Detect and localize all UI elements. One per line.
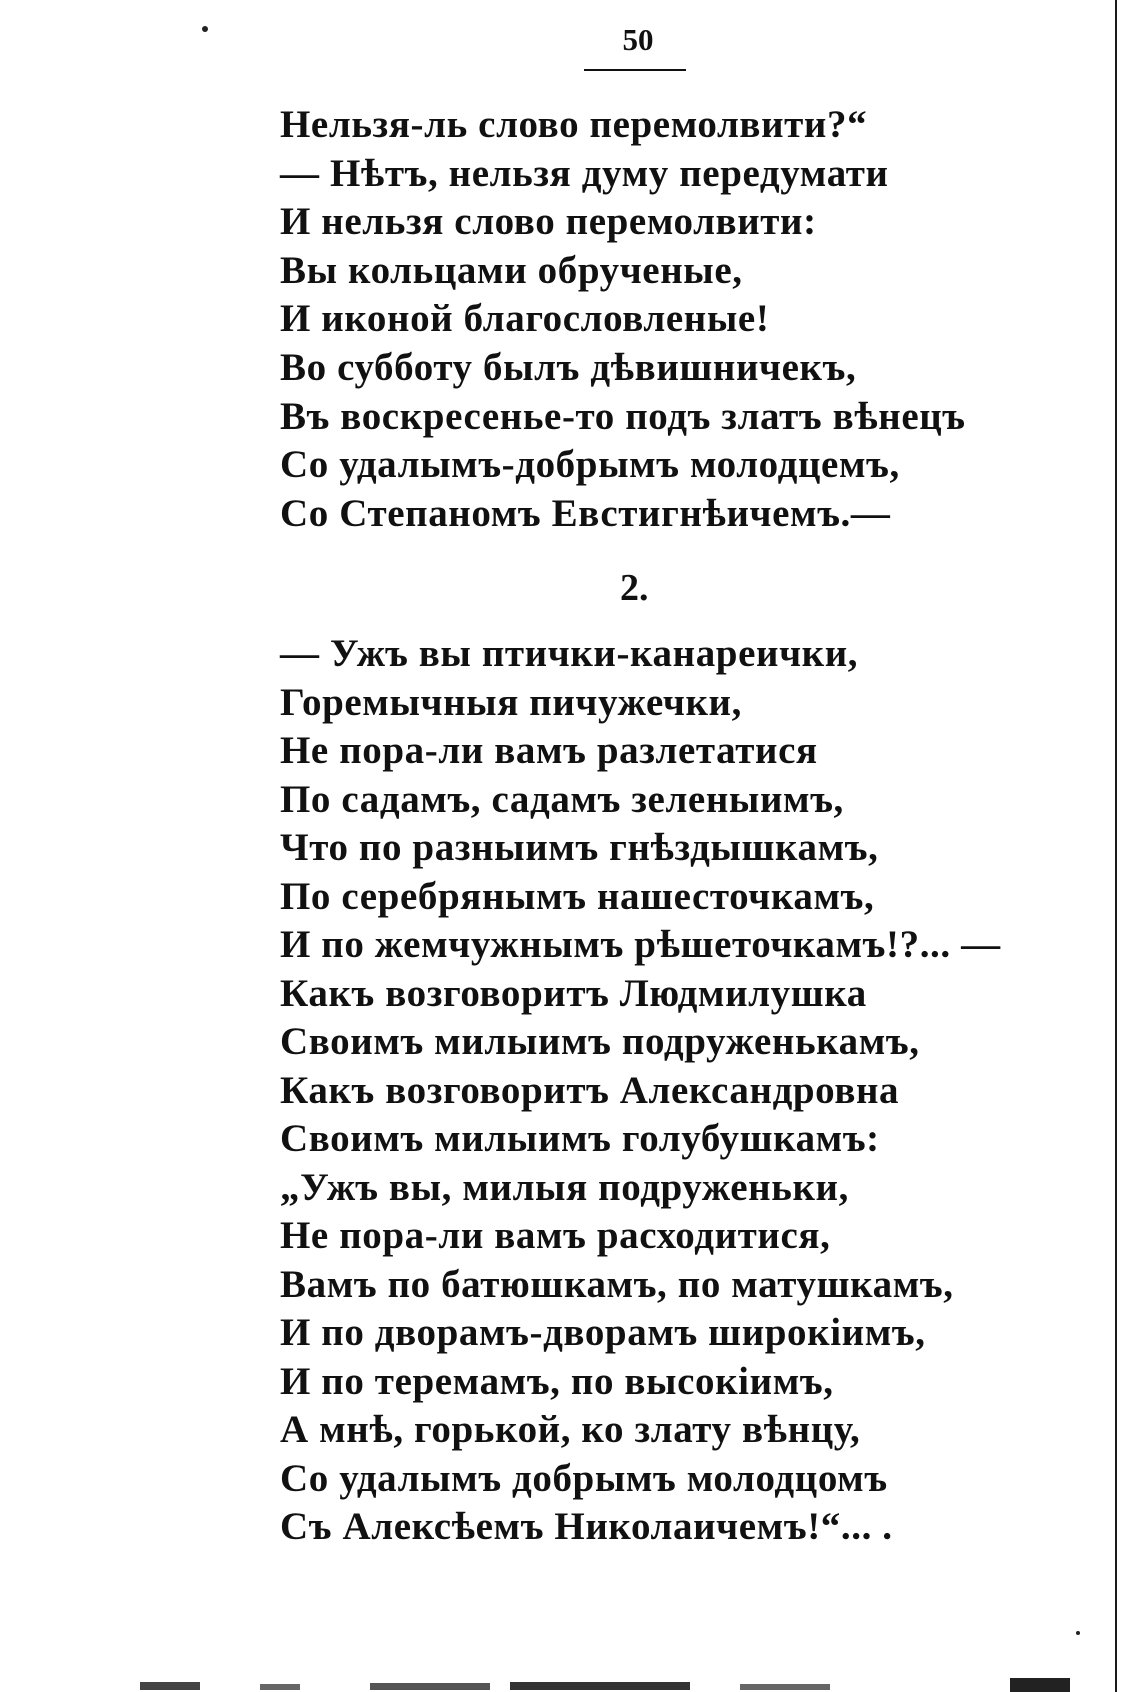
section-number: 2. xyxy=(620,567,649,609)
poem-line: Не пора-ли вамъ расходитися, xyxy=(280,1214,831,1257)
poem-line: И по дворамъ-дворамъ широкіимъ, xyxy=(280,1311,926,1354)
poem-line: Что по разныимъ гнѣздышкамъ, xyxy=(280,826,879,869)
poem-stanza-1 xyxy=(280,101,966,538)
poem-line: Вы кольцами обрученые, xyxy=(280,248,743,292)
cropped-next-line xyxy=(140,1670,1080,1692)
poem-line: И по теремамъ, по высокіимъ, xyxy=(280,1359,834,1403)
ink-speck xyxy=(202,26,208,32)
page-edge-rule xyxy=(1115,0,1117,1692)
page-number-underline xyxy=(584,69,686,71)
poem-line: По садамъ, садамъ зеленыимъ, xyxy=(280,777,844,821)
poem-line: Во субботу былъ дѣвишничекъ, xyxy=(280,345,857,389)
poem-line: Со удалымъ-добрымъ молодцемъ, xyxy=(280,443,900,487)
poem-line: И по жемчужнымъ рѣшеточкамъ!?... — xyxy=(280,923,1001,966)
poem-line: Горемычныя пичужечки, xyxy=(280,680,742,724)
poem-line: Съ Алексѣемъ Николаичемъ!“... . xyxy=(280,1505,893,1548)
poem-line: Какъ возговоритъ Людмилушка xyxy=(280,971,867,1015)
poem-line: Своимъ милыимъ подруженькамъ, xyxy=(280,1020,920,1063)
poem-line: Вамъ по батюшкамъ, по матушкамъ, xyxy=(280,1262,954,1306)
poem-line: — Нѣтъ, нельзя думу передумати xyxy=(280,151,889,195)
poem-line: „Ужъ вы, милыя подруженьки, xyxy=(280,1165,849,1209)
poem-line: Не пора-ли вамъ разлетатися xyxy=(280,729,818,772)
poem-stanza-2 xyxy=(280,630,1001,1552)
poem-line: Своимъ милыимъ голубушкамъ: xyxy=(280,1117,880,1160)
page-number: 50 xyxy=(622,22,654,57)
poem-line: Со удалымъ добрымъ молодцомъ xyxy=(280,1456,888,1500)
poem-line: И иконой благословленые! xyxy=(280,297,770,341)
poem-line: — Ужъ вы птички-канареички, xyxy=(280,632,859,675)
poem-line: Нельзя-ль слово перемолвити?“ xyxy=(280,103,868,146)
poem-line: Со Степаномъ Евстигнѣичемъ.— xyxy=(280,491,891,535)
ink-speck xyxy=(1076,1631,1080,1635)
poem-line: Какъ возговоритъ Александровна xyxy=(280,1068,900,1112)
poem-line: А мнѣ, горькой, ко злату вѣнцу, xyxy=(280,1408,861,1451)
poem-line: Въ воскресенье-то подъ златъ вѣнецъ xyxy=(280,394,966,438)
poem-line: И нельзя слово перемолвити: xyxy=(280,200,817,244)
poem-line: По серебрянымъ нашесточкамъ, xyxy=(280,874,875,918)
